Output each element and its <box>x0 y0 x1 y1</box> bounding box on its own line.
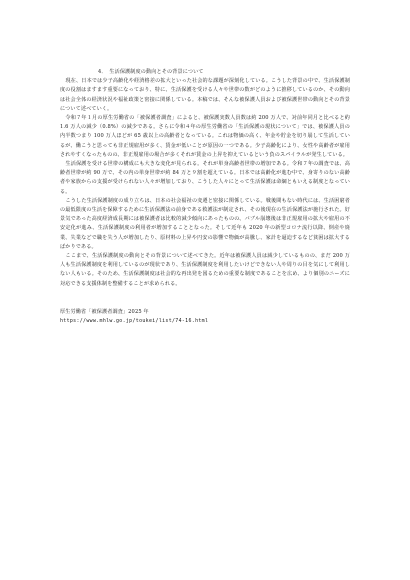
paragraph-statistics: 令和７年１月の厚生労働省の「被保護者調査」によると、被保護実数人員数は約 200 万人で、対前年同月と比べると約 1.6 万人の減少（0.8%）の減少である。さらに令和４年の厚生労働省の「生活保護の現状について」では、被保護人員の内半数つまり 100 万人ほどが 65 歳以上の高齢者となっている。これは物価の高く、年金や貯金を切り崩して生活しているが、働こうと思っても非正規雇用が多く、賃金が低いことが原因の一つである。少子高齢化により、女性や高齢者が雇用されやすくなったものの、非正規雇用の場合が多くそれが賃金の上昇を抑えているという負のスパイラルが発生している。 <box>60 115 350 158</box>
paragraph-intro: 現在、日本では少子高齢化や経済格差の拡大といった社会的な課題が深刻化している。こうした背景の中で、生活保護制度の役割はますます重要になっており、特に、生活保護を受ける人々や世帯の数がどのように推移しているのか、その動向は社会全体の経済状況や福祉政策と密接に関係している。本稿では、そんな被保護人員および被保護世帯の動向とその背景について述べていく。 <box>60 78 350 112</box>
paragraph-history: こうした生活保護制度の成り立ちは、日本の社会福祉の変遷と密接に関係している。戦後間もない時代には、生活困窮者の最低限度の生活を保障するために生活保護法の前身である救護法が制定され、その後現在の生活保護法が施行された。好景気であった高度経済成長期には被保護者は比較的減少傾向にあったものの、バブル崩壊後は非正規雇用の拡大や雇用の不安定化が進み、生活保護制度の利用者が増加することとなった。そして近年も 2020 年の新型コロナ流行以降、倒産や廃業、失業などで職を失う人が増加したり、原材料の上昇や円安の影響で物価が高騰し、家計を逼迫するなど貧困は拡大するばかりである。 <box>60 197 350 250</box>
section-heading: 4． 生活保護制度の動向とその背景について <box>98 69 204 75</box>
source-title: 厚生労働省「被保護者調査」2025 年 <box>60 308 149 315</box>
source-url: https://www.mhlw.go.jp/toukei/list/74-16.html <box>60 318 209 325</box>
paragraph-conclusion: ここまで、生活保護制度の動向とその背景について述べてきた。近年は被保護人員は減少しているものの、まだ 200 万人も生活保護制度を利用しているのが現状であり、生活保護制度を利用したいけどできない人や周りの目を気にして利用しない人もいる。そのため、生活保護制度は社会的な再出発を図るための重要な制度であることを広め、より個別のニーズに対応できる支援体制を整備することが求められる。 <box>60 253 350 287</box>
paragraph-household-composition: 生活保護を受ける世帯の構成にも大きな変化が見られる。それが単身高齢者世帯の増加である。令和７年の調査では、高齢者世帯が約 90 万で、その内の単身世帯が約 84 万と９割を超えている。日本では高齢化が進む中で、身寄りのない高齢者や家族からの支援が受けられない人々が増加しており、こうした人々にとって生活保護は命綱ともいえる制度となっている。 <box>60 161 350 195</box>
source-citation <box>60 308 350 326</box>
document-body <box>60 68 350 326</box>
